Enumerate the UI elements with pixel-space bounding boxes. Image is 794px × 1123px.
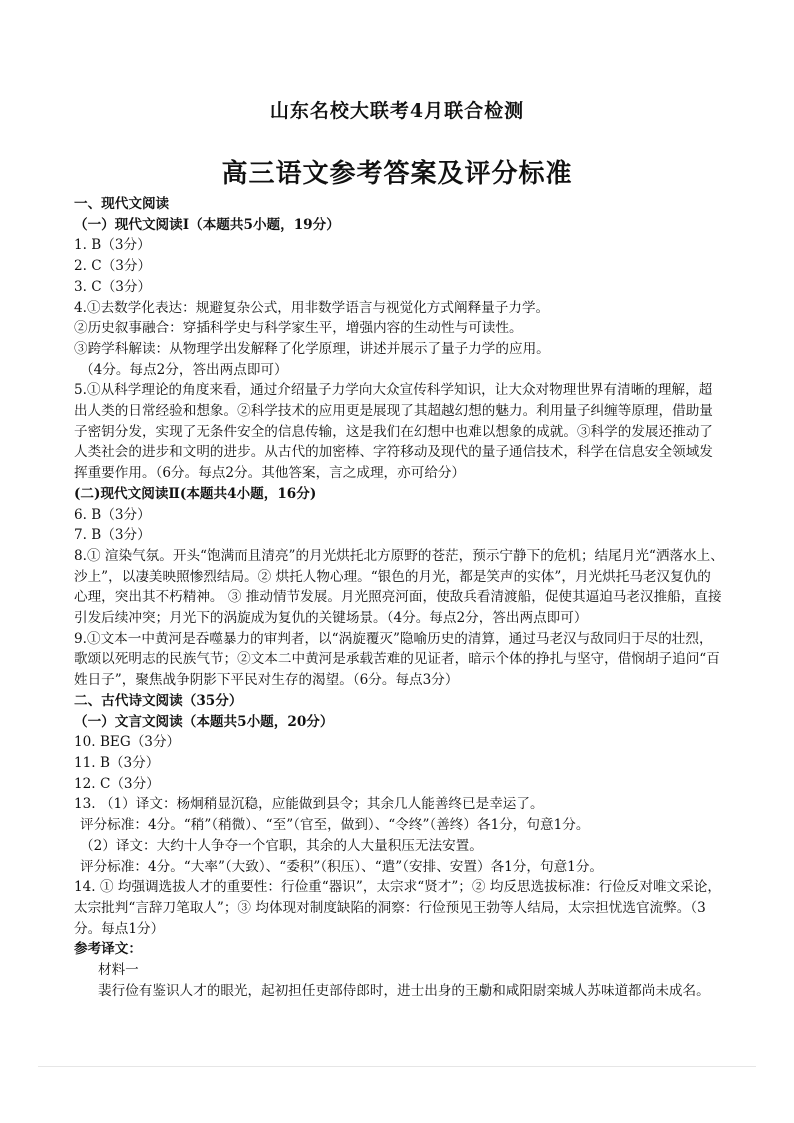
text-line: （一）现代文阅读Ⅰ（本题共5小题，19分） — [74, 216, 340, 233]
text-line: 4.①去数学化表达：规避复杂公式，用非数学语言与视觉化方式阐释量子力学。 — [74, 299, 550, 316]
text-line: 参考译文： — [74, 941, 142, 958]
text-line: 10. BEG（3分） — [74, 734, 181, 751]
text-line: ③跨学科解读：从物理学出发解释了化学原理，讲述并展示了量子力学的应用。 — [74, 340, 550, 357]
page-divider — [38, 1066, 756, 1067]
text-line: 8.① 渲染气氛。开头“饱满而且清亮”的月光烘托北方原野的苍茫，预示宁静下的危机；结尾月光“洒落水上、沙上”，以凄美映照惨烈结局。② 烘托人物心理。“银色的月光，都是笑声的实体”，月光烘托马老汉复仇的心理，突出其不朽精神。 ③ 推动情节发展。月光照亮河面，使敌兵看清渡船，促使其逼迫马老汉推船，直接引发后续冲突；月光下的涡旋成为复仇的关键场景。（4分。每点2分，答出两点即可） — [74, 547, 724, 627]
text-line: （一）文言文阅读（本题共5小题，20分） — [74, 713, 334, 730]
text-line: 13. （1）译文：杨炯稍显沉稳，应能做到县令；其余几人能善终已是幸运了。 — [74, 796, 544, 813]
text-line: 6. B（3分） — [74, 506, 151, 523]
text-line: 二、古代诗文阅读（35分） — [74, 692, 243, 709]
text-line: 2. C（3分） — [74, 258, 152, 275]
text-line: (二)现代文阅读Ⅱ(本题共4小题，16分) — [74, 485, 317, 502]
text-line: 5.①从科学理论的角度来看，通过介绍量子力学向大众宣传科学知识，让大众对物理世界有清晰的理解，超出人类的日常经验和想象。②科学技术的应用更是展现了其超越幻想的魅力。利用量子纠缠等原理，借助量子密钥分发，实现了无条件安全的信息传输，这是我们在幻想中也难以想象的成就。③科学的发展还推动了人类社会的进步和文明的进步。从古代的加密棒、字符移动及现代的量子通信技术，科学在信息安全领域发挥重要作用。（6分。每点2分。其他答案，言之成理，亦可给分） — [74, 382, 713, 482]
text-line: 一、现代文阅读 — [74, 196, 170, 212]
text-line: （4分。每点2分，答出两点即可） — [80, 361, 288, 378]
text-line: 评分标准：4分。“大率”（大致）、“委积”（积压）、“遣”（安排、安置）各1分，句意1分。 — [80, 858, 604, 875]
text-line: 3. C（3分） — [74, 278, 152, 295]
text-line: 材料一 — [98, 962, 139, 979]
text-line: 11. B（3分） — [74, 754, 160, 771]
exam-title: 山东名校大联考4月联合检测 — [269, 100, 525, 122]
text-line: 裴行俭有鉴识人才的眼光，起初担任吏部侍郎时，进士出身的王勮和咸阳尉栾城人苏味道都尚未成名。 — [98, 982, 710, 999]
text-line: 1. B（3分） — [74, 237, 151, 254]
text-line: 12. C（3分） — [74, 775, 160, 792]
text-line: 7. B（3分） — [74, 527, 151, 544]
text-line: （2）译文：大约十人争夺一个官职，其余的人大量积压无法安置。 — [80, 837, 483, 854]
text-line: 评分标准：4分。“稍”（稍微）、“至”（官至，做到）、“令终”（善终）各1分，句意1分。 — [80, 817, 590, 834]
answer-key-title: 高三语文参考答案及评分标准 — [221, 159, 573, 189]
answer-content — [74, 194, 724, 1001]
text-line: ②历史叙事融合：穿插科学史与科学家生平，增强内容的生动性与可读性。 — [74, 320, 523, 337]
text-line: 14. ① 均强调选拔人才的重要性：行俭重“器识”，太宗求“贤才”；② 均反思选拔标准：行俭反对唯文采论，太宗批判“言辞刀笔取人”；③ 均体现对制度缺陷的洞察：行俭预见王勃等人结局，太宗担忧选官流弊。（3分。每点1分） — [74, 879, 721, 937]
text-line: 9.①文本一中黄河是吞噬暴力的审判者，以“涡旋覆灭”隐喻历史的清算，通过马老汉与敌同归于尽的壮烈，歌颂以死明志的民族气节；②文本二中黄河是承载苦难的见证者，暗示个体的挣扎与坚守，借悯胡子追问“百姓日子”，聚焦战争阴影下平民对生存的渴望。（6分。每点3分） — [74, 630, 720, 689]
